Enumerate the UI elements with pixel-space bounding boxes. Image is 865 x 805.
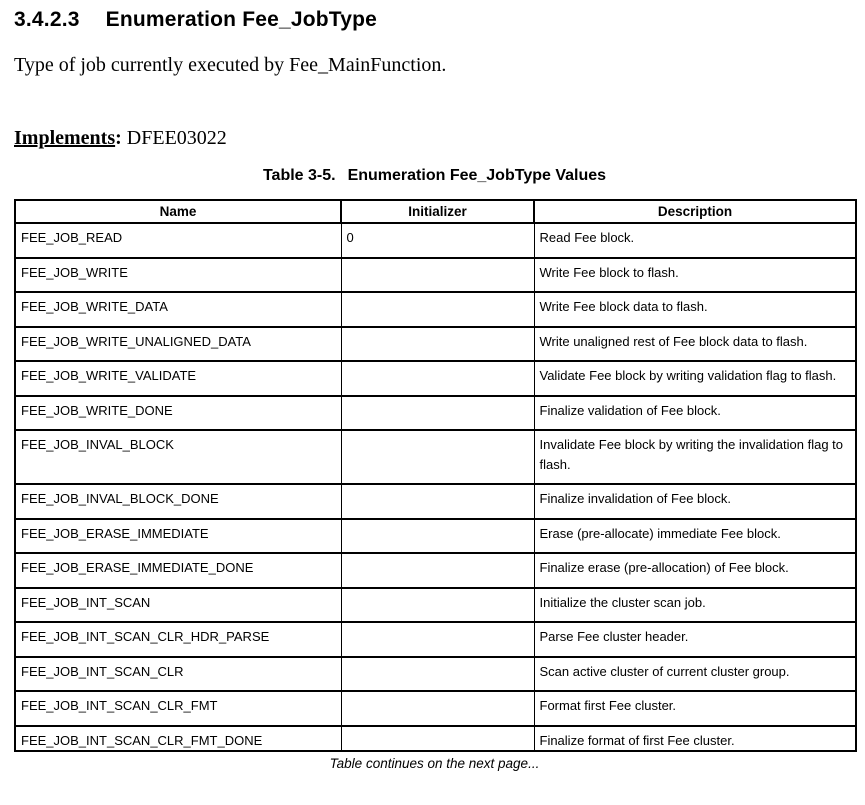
cell-name: FEE_JOB_ERASE_IMMEDIATE xyxy=(15,519,341,554)
cell-description: Parse Fee cluster header. xyxy=(534,622,856,657)
section-heading xyxy=(14,8,855,32)
table-row xyxy=(15,361,856,396)
table-row xyxy=(15,657,856,692)
table-caption-title: Enumeration Fee_JobType Values xyxy=(347,167,607,185)
column-header-initializer: Initializer xyxy=(341,200,534,223)
table-row xyxy=(15,223,856,258)
table-row xyxy=(15,553,856,588)
cell-description: Erase (pre-allocate) immediate Fee block. xyxy=(534,519,856,554)
cell-description: Write Fee block data to flash. xyxy=(534,292,856,327)
implements-line xyxy=(14,126,855,150)
column-header-description: Description xyxy=(534,200,856,223)
cell-name: FEE_JOB_WRITE_DONE xyxy=(15,396,341,431)
cell-description: Write Fee block to flash. xyxy=(534,258,856,293)
cell-name: FEE_JOB_WRITE xyxy=(15,258,341,293)
table-row xyxy=(15,519,856,554)
cell-initializer xyxy=(341,726,534,752)
cell-name: FEE_JOB_ERASE_IMMEDIATE_DONE xyxy=(15,553,341,588)
cell-initializer xyxy=(341,430,534,484)
cell-description: Invalidate Fee block by writing the invalidation flag to flash. xyxy=(534,430,856,484)
cell-name: FEE_JOB_WRITE_UNALIGNED_DATA xyxy=(15,327,341,362)
implements-label: Implements xyxy=(14,127,116,150)
table-row xyxy=(15,430,856,484)
table-body xyxy=(15,223,856,751)
cell-initializer xyxy=(341,691,534,726)
cell-description: Validate Fee block by writing validation flag to flash. xyxy=(534,361,856,396)
cell-initializer xyxy=(341,519,534,554)
cell-initializer xyxy=(341,657,534,692)
cell-name: FEE_JOB_INT_SCAN_CLR_FMT xyxy=(15,691,341,726)
table-row xyxy=(15,396,856,431)
cell-description: Initialize the cluster scan job. xyxy=(534,588,856,623)
enum-values-table xyxy=(14,199,857,752)
cell-initializer xyxy=(341,258,534,293)
section-number: 3.4.2.3 xyxy=(14,8,80,31)
cell-name: FEE_JOB_INT_SCAN_CLR xyxy=(15,657,341,692)
cell-initializer xyxy=(341,396,534,431)
cell-initializer xyxy=(341,361,534,396)
table-row xyxy=(15,258,856,293)
cell-name: FEE_JOB_INT_SCAN_CLR_HDR_PARSE xyxy=(15,622,341,657)
continuation-note: Table continues on the next page... xyxy=(329,756,540,772)
table-row xyxy=(15,726,856,752)
table-row xyxy=(15,292,856,327)
cell-initializer xyxy=(341,484,534,519)
intro-paragraph: Type of job currently executed by Fee_MainFunction. xyxy=(14,54,447,77)
cell-initializer xyxy=(341,622,534,657)
cell-name: FEE_JOB_READ xyxy=(15,223,341,258)
cell-initializer: 0 xyxy=(341,223,534,258)
cell-description: Read Fee block. xyxy=(534,223,856,258)
cell-description: Finalize validation of Fee block. xyxy=(534,396,856,431)
cell-description: Finalize erase (pre-allocation) of Fee block. xyxy=(534,553,856,588)
cell-description: Finalize invalidation of Fee block. xyxy=(534,484,856,519)
implements-value: DFEE03022 xyxy=(126,127,227,150)
table-row xyxy=(15,327,856,362)
cell-description: Write unaligned rest of Fee block data to flash. xyxy=(534,327,856,362)
column-header-name: Name xyxy=(15,200,341,223)
table-caption xyxy=(14,167,855,185)
cell-name: FEE_JOB_WRITE_VALIDATE xyxy=(15,361,341,396)
table-row xyxy=(15,622,856,657)
section-title: Enumeration Fee_JobType xyxy=(105,8,378,31)
cell-description: Scan active cluster of current cluster group. xyxy=(534,657,856,692)
cell-name: FEE_JOB_INT_SCAN xyxy=(15,588,341,623)
table-row xyxy=(15,588,856,623)
table-row xyxy=(15,691,856,726)
cell-name: FEE_JOB_INVAL_BLOCK xyxy=(15,430,341,484)
cell-initializer xyxy=(341,588,534,623)
cell-name: FEE_JOB_INT_SCAN_CLR_FMT_DONE xyxy=(15,726,341,752)
table-header xyxy=(15,200,856,223)
cell-description: Format first Fee cluster. xyxy=(534,691,856,726)
cell-description: Finalize format of first Fee cluster. xyxy=(534,726,856,752)
table-caption-label: Table 3-5. xyxy=(262,167,336,185)
cell-initializer xyxy=(341,292,534,327)
implements-colon: : xyxy=(115,127,122,150)
cell-initializer xyxy=(341,327,534,362)
cell-name: FEE_JOB_INVAL_BLOCK_DONE xyxy=(15,484,341,519)
cell-name: FEE_JOB_WRITE_DATA xyxy=(15,292,341,327)
table-row xyxy=(15,484,856,519)
header-row xyxy=(15,200,856,223)
cell-initializer xyxy=(341,553,534,588)
